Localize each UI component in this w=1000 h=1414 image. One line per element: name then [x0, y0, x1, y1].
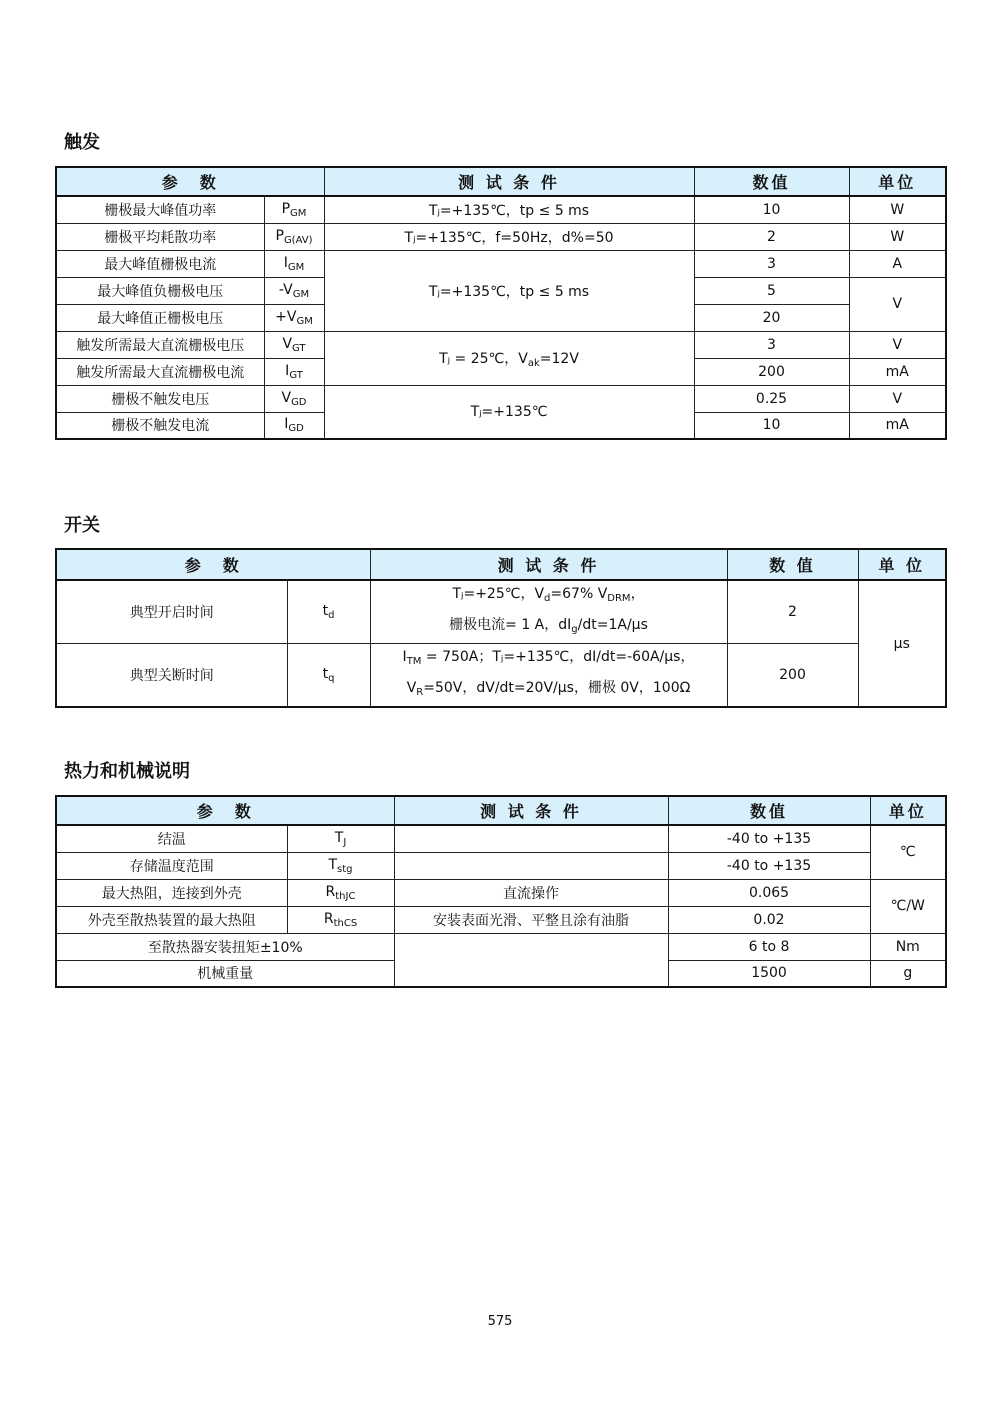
table-row [56, 933, 946, 960]
param-value: 10 [694, 196, 849, 223]
table-row [56, 580, 946, 644]
param-unit: g [870, 960, 946, 987]
param-unit: Nm [870, 933, 946, 960]
page-number: 575 [487, 1314, 513, 1329]
param-value: 10 [694, 412, 849, 439]
table-row [56, 852, 946, 879]
table-row [56, 879, 946, 906]
param-unit: V [849, 331, 946, 358]
header-condition: 测 试 条 件 [324, 167, 694, 196]
param-value: 200 [727, 644, 858, 708]
param-name: 存储温度范围 [56, 852, 287, 879]
param-name: 触发所需最大直流栅极电压 [56, 331, 264, 358]
table-row [56, 250, 946, 277]
param-name: 外壳至散热装置的最大热阻 [56, 906, 287, 933]
param-value: 20 [694, 304, 849, 331]
param-name: 最大峰值正栅极电压 [56, 304, 264, 331]
param-symbol: $t_d$ [287, 580, 370, 644]
param-value: 6 to 8 [668, 933, 870, 960]
param-unit: ℃ [870, 825, 946, 879]
test-condition: $I_{TM} = 750A$；Tⱼ=+135℃，dI/dt=-60A/μs， $V_R=50V$，dV/dt=20V/μs，栅极 0V，100Ω [370, 644, 727, 708]
param-unit: V [849, 385, 946, 412]
param-symbol: $R_{thCS}$ [287, 906, 394, 933]
param-name: 机械重量 [56, 960, 394, 987]
param-name: 结温 [56, 825, 287, 852]
table-row [56, 906, 946, 933]
param-value: -40 to +135 [668, 825, 870, 852]
table-row [56, 644, 946, 708]
param-unit: mA [849, 358, 946, 385]
test-condition: Tⱼ=+135℃，tp ≤ 5 ms [324, 196, 694, 223]
param-name: 栅极不触发电压 [56, 385, 264, 412]
table-row [56, 825, 946, 852]
param-unit: W [849, 196, 946, 223]
param-value: 0.25 [694, 385, 849, 412]
param-name: 栅极最大峰值功率 [56, 196, 264, 223]
test-condition: 安装表面光滑、平整且涂有油脂 [394, 906, 668, 933]
test-condition: Tⱼ=+25℃，$V_d=67\%$ $V_{DRM}$， 栅极电流= 1 A，$dI_g/dt=1A/\mu s$ [370, 580, 727, 644]
param-value: 2 [727, 580, 858, 644]
header-unit: 单 位 [858, 549, 946, 580]
param-value: 0.065 [668, 879, 870, 906]
param-unit: μs [858, 580, 946, 707]
param-symbol: $T_{stg}$ [287, 852, 394, 879]
param-symbol: $V_{GT}$ [264, 331, 324, 358]
param-value: 1500 [668, 960, 870, 987]
param-value: -40 to +135 [668, 852, 870, 879]
header-value: 数值 [694, 167, 849, 196]
trigger-table [55, 166, 947, 440]
test-condition [394, 852, 668, 879]
header-condition: 测 试 条 件 [370, 549, 727, 580]
table-row [56, 331, 946, 358]
param-name: 典型关断时间 [56, 644, 287, 708]
header-value: 数 值 [727, 549, 858, 580]
param-unit: V [849, 277, 946, 331]
test-condition: Tⱼ = 25℃，$V_{ak}=12V$ [324, 331, 694, 385]
param-value: 2 [694, 223, 849, 250]
header-condition: 测 试 条 件 [394, 796, 668, 825]
test-condition [394, 825, 668, 852]
thermal-table [55, 795, 947, 988]
header-param: 参 数 [56, 167, 324, 196]
header-unit: 单位 [849, 167, 946, 196]
param-name: 触发所需最大直流栅极电流 [56, 358, 264, 385]
param-symbol: $T_J$ [287, 825, 394, 852]
param-value: 0.02 [668, 906, 870, 933]
param-symbol: $I_{GM}$ [264, 250, 324, 277]
param-symbol: $V_{GD}$ [264, 385, 324, 412]
param-name: 栅极不触发电流 [56, 412, 264, 439]
table-row [56, 196, 946, 223]
test-condition: 直流操作 [394, 879, 668, 906]
param-value: 5 [694, 277, 849, 304]
test-condition: Tⱼ=+135℃ [324, 385, 694, 439]
param-symbol: $P_{G(AV)}$ [264, 223, 324, 250]
param-symbol: $I_{GD}$ [264, 412, 324, 439]
test-condition [394, 933, 668, 987]
param-symbol: $+V_{GM}$ [264, 304, 324, 331]
header-param: 参 数 [56, 796, 394, 825]
param-symbol: $t_q$ [287, 644, 370, 708]
test-condition: Tⱼ=+135℃，f=50Hz，d%=50 [324, 223, 694, 250]
test-condition: Tⱼ=+135℃，tp ≤ 5 ms [324, 250, 694, 331]
header-param: 参 数 [56, 549, 370, 580]
param-unit: ℃/W [870, 879, 946, 933]
header-value: 数值 [668, 796, 870, 825]
table-row [56, 223, 946, 250]
param-name: 最大峰值负栅极电压 [56, 277, 264, 304]
switching-section-title: 开关 [64, 515, 100, 536]
table-row [56, 385, 946, 412]
param-value: 3 [694, 331, 849, 358]
param-name: 栅极平均耗散功率 [56, 223, 264, 250]
param-name: 典型开启时间 [56, 580, 287, 644]
param-name: 最大峰值栅极电流 [56, 250, 264, 277]
param-unit: A [849, 250, 946, 277]
thermal-section-title: 热力和机械说明 [64, 761, 190, 782]
header-unit: 单位 [870, 796, 946, 825]
param-symbol: $-V_{GM}$ [264, 277, 324, 304]
param-unit: mA [849, 412, 946, 439]
trigger-section-title: 触发 [64, 132, 100, 153]
param-value: 200 [694, 358, 849, 385]
param-unit: W [849, 223, 946, 250]
switching-table [55, 548, 947, 708]
param-symbol: $I_{GT}$ [264, 358, 324, 385]
param-symbol: $R_{thJC}$ [287, 879, 394, 906]
param-value: 3 [694, 250, 849, 277]
param-symbol: $P_{GM}$ [264, 196, 324, 223]
param-name: 最大热阻，连接到外壳 [56, 879, 287, 906]
param-name: 至散热器安装扭矩±10% [56, 933, 394, 960]
